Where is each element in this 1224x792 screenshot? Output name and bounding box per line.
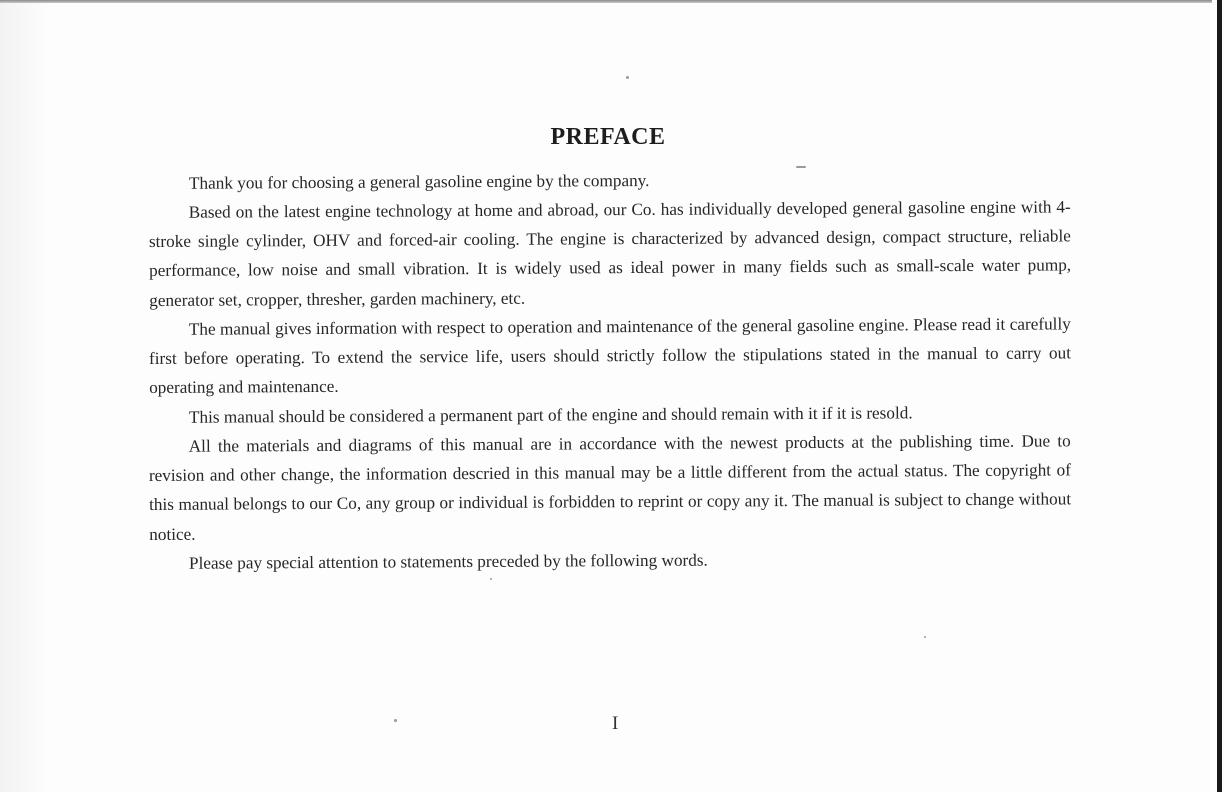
scan-speck [626, 76, 629, 79]
paragraph-attention: Please pay special attention to statements preceded by the following words. [188, 550, 708, 573]
page-top-edge [0, 0, 1212, 3]
paragraph-manual-info: The manual gives information with respect to operation and maintenance of the general gasoline engine. Please read it carefully first before operating. To extend the service life, users should strictly follow the stipulations stated in the manual to carry out operating and maintenance. [148, 314, 1072, 398]
scan-speck [924, 636, 926, 638]
scan-speck [490, 578, 492, 580]
paragraph-engine-description: Based on the latest engine technology at home and abroad, our Co. has individually developed general gasoline engine with 4-stroke single cylinder, OHV and forced-air cooling. The engine is characterized by advanced design, compact structure, reliable performance, low noise and small vibration. It is widely used as ideal power in many fields such as small-scale water pump, generator set, cropper, thresher, garden machinery, etc. [148, 197, 1072, 310]
page-number: I [612, 713, 619, 734]
paragraph-thanks: Thank you for choosing a general gasoline engine by the company. [188, 170, 650, 193]
preface-body [149, 169, 1071, 578]
paragraph-copyright: All the materials and diagrams of this manual are in accordance with the newest products at the publishing time. Due to revision and other change, the information descried in this manual may be a little different from the actual status. The copyright of this manual belongs to our Co, any group or individual is forbidden to reprint or copy any it. The manual is subject to change without notice. [148, 431, 1072, 544]
paragraph-permanent-part: This manual should be considered a permanent part of the engine and should remain with it if it is resold. [188, 402, 913, 427]
page-right-edge [1217, 0, 1222, 792]
page-left-shadow [0, 0, 50, 792]
scan-speck [394, 719, 397, 722]
page-title: PREFACE [550, 124, 666, 150]
